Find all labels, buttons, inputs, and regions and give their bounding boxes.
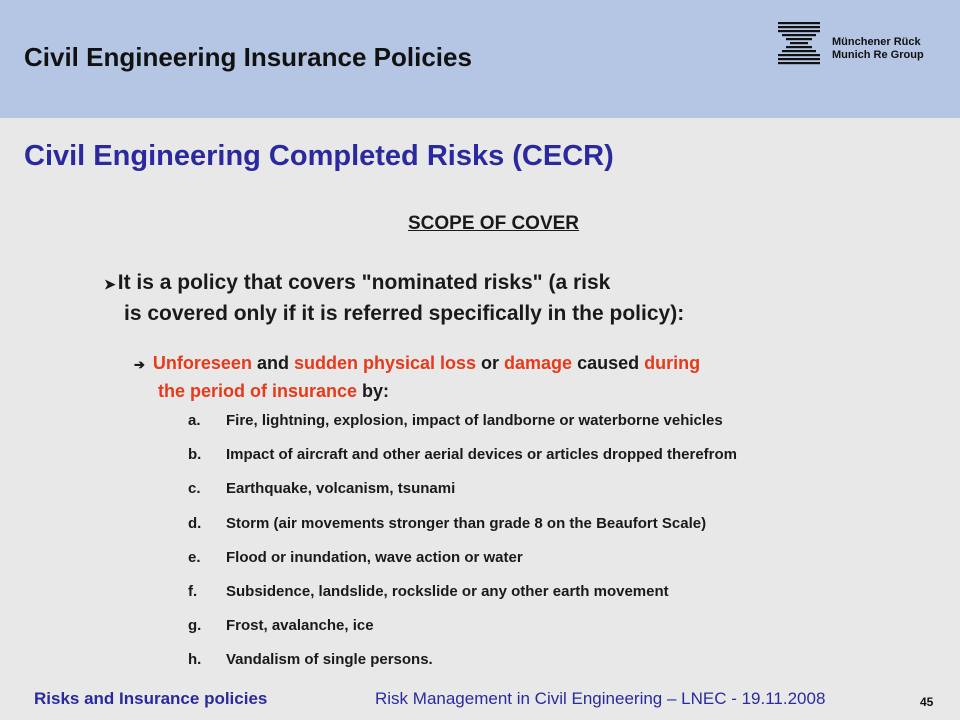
term-damage: damage (504, 353, 573, 373)
list-item: f. Subsidence, landslide, rockslide or any other earth movement (188, 582, 669, 600)
logo-line2: Munich Re Group (832, 49, 924, 61)
header-title: Civil Engineering Insurance Policies (24, 42, 472, 72)
list-item: a. Fire, lightning, explosion, impact of landborne or waterborne vehicles (188, 412, 723, 429)
term-unforeseen: Unforeseen (152, 353, 252, 373)
footer-event: Risk Management in Civil Engineering – LNEC - 19.11.2008 (375, 689, 826, 708)
bullet1-line1: It is a policy that covers "nominated risks" (a risk (117, 271, 611, 294)
munich-re-logo-icon (776, 20, 822, 68)
term-during: during (644, 353, 701, 373)
list-item: g. Frost, avalanche, ice (188, 617, 374, 635)
list-item: h. Vandalism of single persons. (188, 651, 433, 669)
logo-line1: Münchener Rück (832, 36, 921, 48)
bullet-coverage: ➔ Unforeseen and sudden physical loss or damage caused during the period of insurance by: (134, 353, 701, 401)
list-item: d. Storm (air movements stronger than grade 8 on the Beaufort Scale) (188, 514, 707, 532)
term-sudden-loss: sudden physical loss (293, 353, 477, 373)
munich-re-logo (776, 20, 946, 70)
arrow-bullet-icon: ➤ (104, 276, 116, 292)
footer-section: Risks and Insurance policies (34, 689, 268, 708)
list-item: e. Flood or inundation, wave action or water (188, 548, 523, 566)
slide-header (0, 0, 960, 118)
slide-footer (0, 680, 960, 720)
list-item: b. Impact of aircraft and other aerial devices or articles dropped therefrom (188, 446, 737, 464)
list-item: c. Earthquake, volcanism, tsunami (188, 480, 456, 498)
bullet1-line2: is covered only if it is referred specifically in the policy): (124, 302, 685, 325)
slide-title: Civil Engineering Completed Risks (CECR) (24, 140, 614, 172)
term-period: the period of insurance (158, 381, 358, 401)
page-number: 45 (920, 695, 934, 709)
arrow-right-icon: ➔ (134, 357, 145, 372)
risk-list (188, 412, 737, 686)
scope-heading: SCOPE OF COVER (408, 213, 580, 234)
bullet-policy-definition (104, 268, 884, 328)
